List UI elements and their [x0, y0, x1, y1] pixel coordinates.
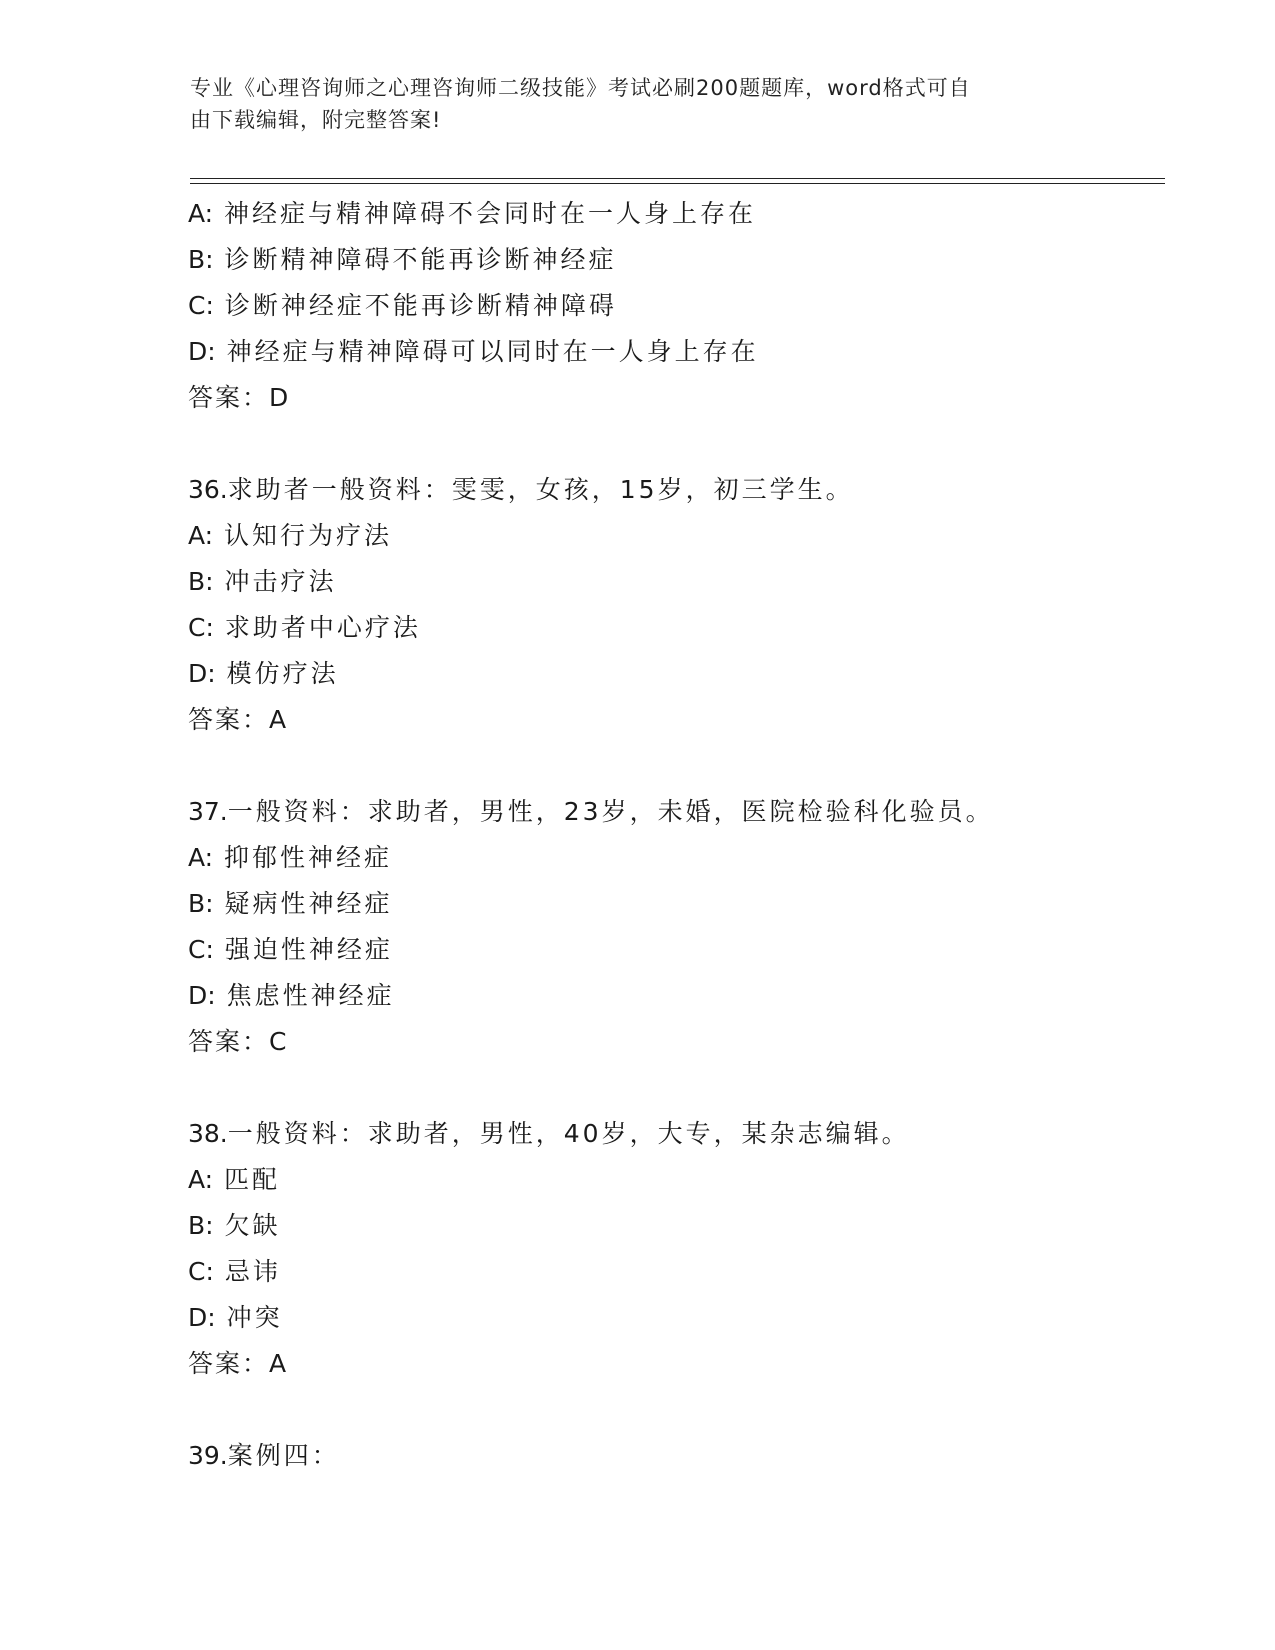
option-b: B: 疑病性神经症: [188, 889, 393, 918]
question-37: [188, 789, 1188, 1065]
question-stem: 38.一般资料：求助者，男性，40岁，大专，某杂志编辑。: [188, 1119, 910, 1148]
question-36: [188, 467, 1188, 743]
spacer: [188, 421, 1188, 467]
option-c: C: 忌讳: [188, 1257, 281, 1286]
question-list: [188, 191, 1188, 1479]
header-line-2: 由下载编辑，附完整答案!: [190, 108, 442, 132]
answer-line: 答案：A: [188, 1349, 289, 1378]
spacer: [188, 1065, 1188, 1111]
option-a: A: 神经症与精神障碍不会同时在一人身上存在: [188, 199, 757, 228]
question-stem: 39.案例四：: [188, 1441, 340, 1470]
option-c: C: 诊断神经症不能再诊断精神障碍: [188, 291, 617, 320]
option-c: C: 强迫性神经症: [188, 935, 393, 964]
question-38: [188, 1111, 1188, 1387]
option-b: B: 冲击疗法: [188, 567, 337, 596]
spacer: [188, 1387, 1188, 1433]
option-b: B: 欠缺: [188, 1211, 281, 1240]
option-a: A: 认知行为疗法: [188, 521, 393, 550]
option-d: D: 焦虑性神经症: [188, 981, 395, 1010]
document-header: [190, 72, 1090, 136]
answer-line: 答案：A: [188, 705, 289, 734]
option-a: A: 抑郁性神经症: [188, 843, 393, 872]
option-d: D: 冲突: [188, 1303, 283, 1332]
header-line-1: 专业《心理咨询师之心理咨询师二级技能》考试必刷200题题库，word格式可自: [190, 76, 971, 100]
option-a: A: 匹配: [188, 1165, 281, 1194]
option-b: B: 诊断精神障碍不能再诊断神经症: [188, 245, 617, 274]
option-d: D: 模仿疗法: [188, 659, 339, 688]
question-39: [188, 1433, 1188, 1479]
answer-line: 答案：D: [188, 383, 291, 412]
spacer: [188, 743, 1188, 789]
question-stem: 36.求助者一般资料：雯雯，女孩，15岁，初三学生。: [188, 475, 854, 504]
question-block-previous: [188, 191, 1188, 421]
answer-line: 答案：C: [188, 1027, 289, 1056]
question-stem: 37.一般资料：求助者，男性，23岁，未婚，医院检验科化验员。: [188, 797, 994, 826]
header-divider-top: [190, 178, 1165, 179]
option-d: D: 神经症与精神障碍可以同时在一人身上存在: [188, 337, 759, 366]
option-c: C: 求助者中心疗法: [188, 613, 421, 642]
header-divider-bottom: [190, 183, 1165, 184]
